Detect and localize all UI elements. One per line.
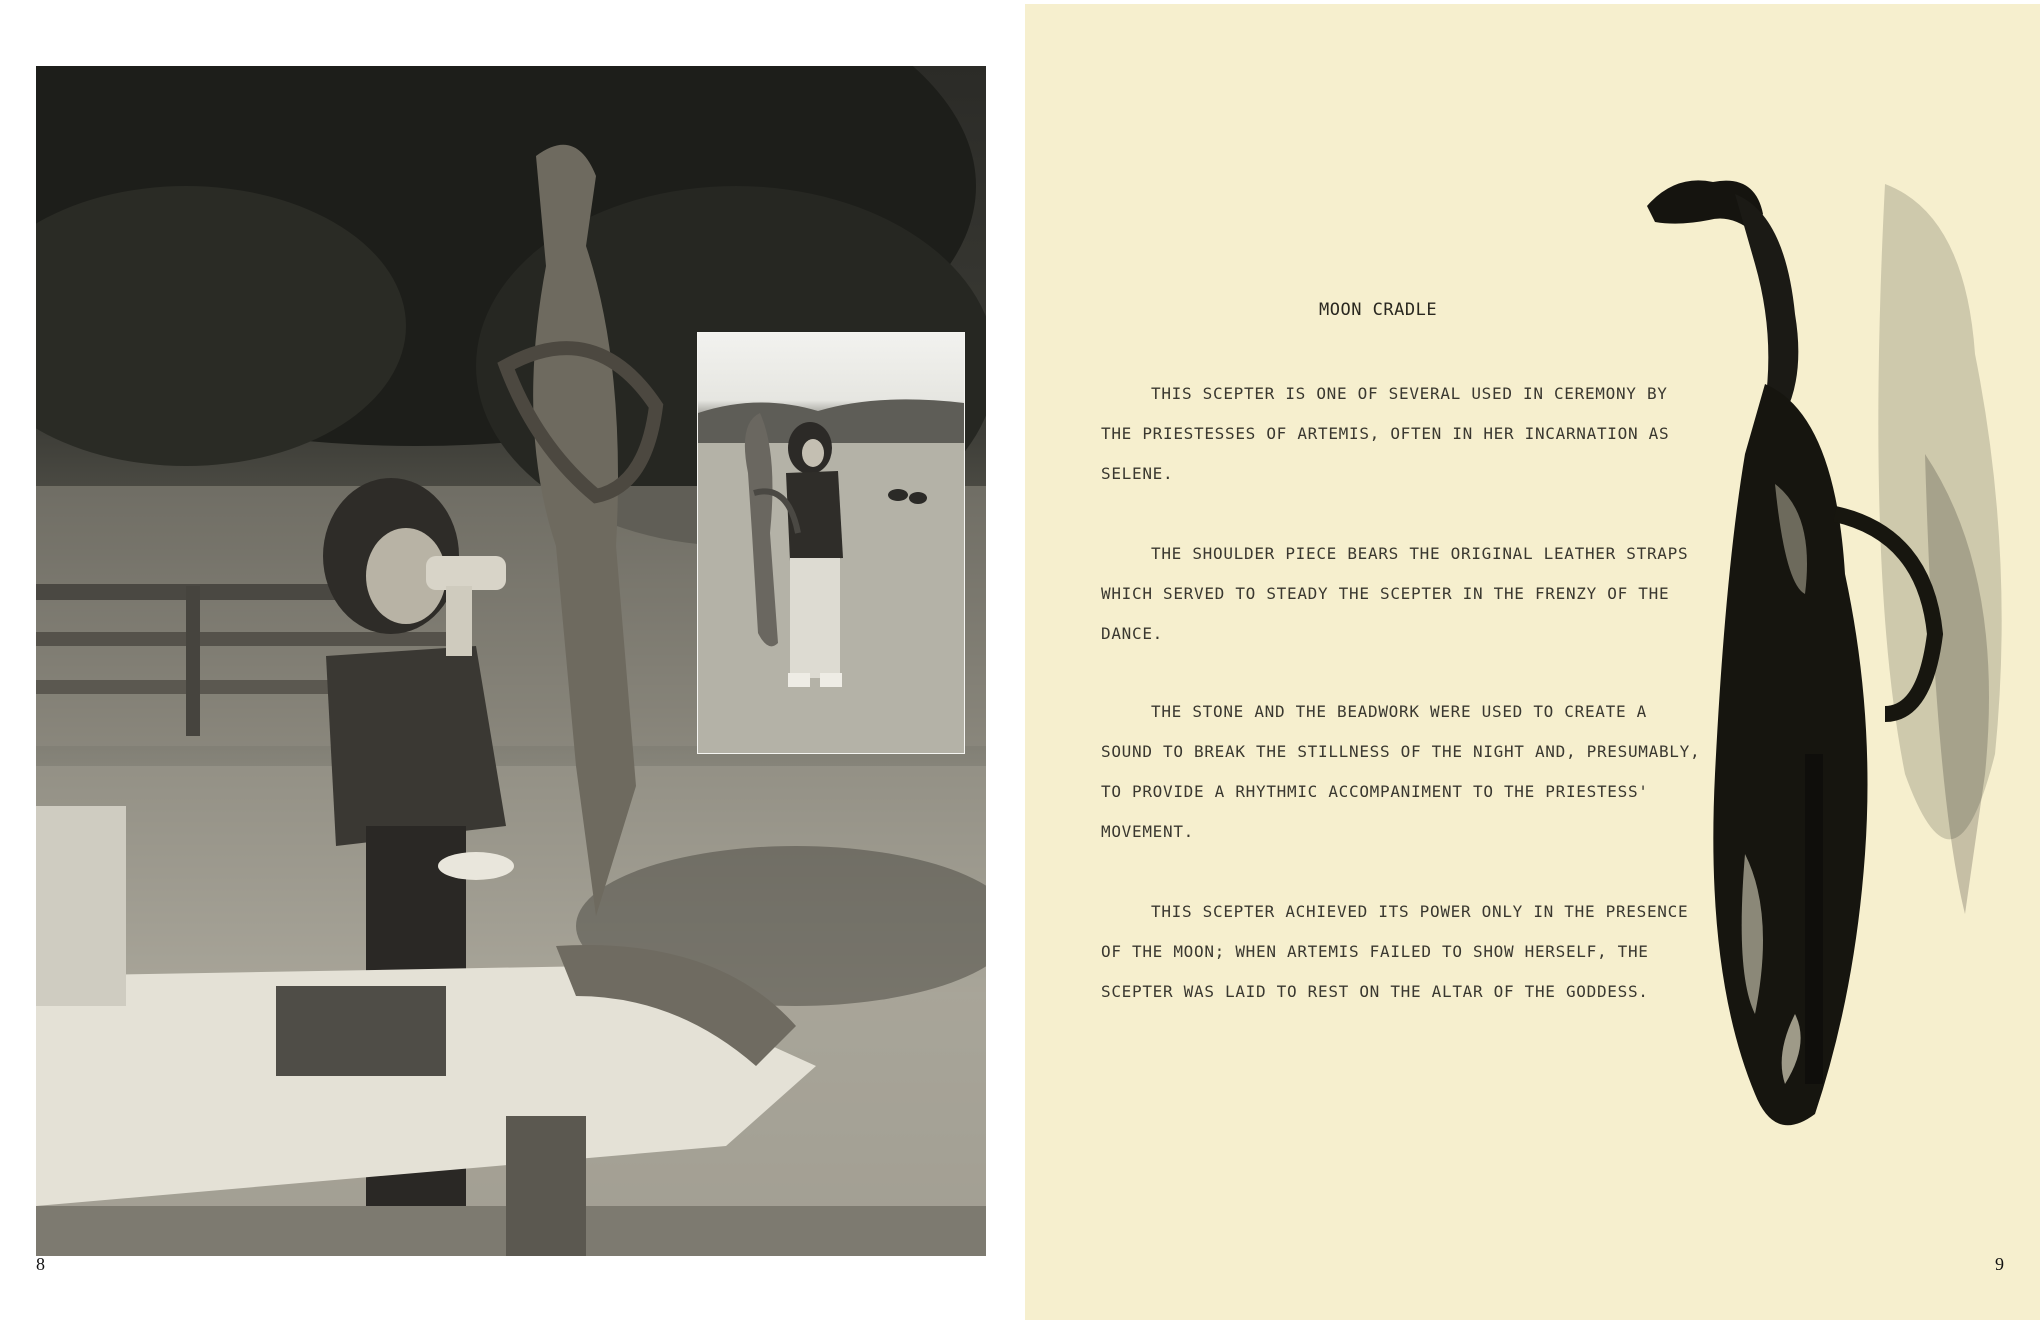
- page-number-right: 9: [1995, 1254, 2004, 1274]
- text-line: THE SHOULDER PIECE BEARS THE ORIGINAL LEATHER STRAPS: [1151, 544, 1689, 563]
- text-line: THE PRIESTESSES OF ARTEMIS, OFTEN IN HER INCARNATION AS: [1101, 424, 1670, 443]
- paragraph-1: [1101, 374, 1721, 494]
- text-line: SELENE.: [1101, 464, 1174, 483]
- text-line: SOUND TO BREAK THE STILLNESS OF THE NIGHT AND, PRESUMABLY,: [1101, 742, 1701, 761]
- paragraph-3: [1101, 692, 1721, 852]
- page-number-left: 8: [36, 1254, 45, 1274]
- right-page: [1025, 4, 2040, 1320]
- document-title: MOON CRADLE: [1319, 300, 1438, 320]
- text-line: MOVEMENT.: [1101, 822, 1194, 841]
- text-line: THE STONE AND THE BEADWORK WERE USED TO CREATE A: [1151, 702, 1647, 721]
- text-line: DANCE.: [1101, 624, 1163, 643]
- text-line: THIS SCEPTER IS ONE OF SEVERAL USED IN CEREMONY BY: [1151, 384, 1668, 403]
- photo-artist-carrying-sculpture-in-field-icon: [698, 333, 964, 753]
- scepter-sculpture-photocopy-icon: [1635, 154, 2035, 1154]
- paragraph-2: [1101, 534, 1721, 654]
- inset-photograph: [697, 332, 965, 754]
- text-line: SCEPTER WAS LAID TO REST ON THE ALTAR OF THE GODDESS.: [1101, 982, 1649, 1001]
- text-line: TO PROVIDE A RHYTHMIC ACCOMPANIMENT TO THE PRIESTESS': [1101, 782, 1649, 801]
- text-line: WHICH SERVED TO STEADY THE SCEPTER IN THE FRENZY OF THE: [1101, 584, 1670, 603]
- text-line: THIS SCEPTER ACHIEVED ITS POWER ONLY IN THE PRESENCE: [1151, 902, 1689, 921]
- text-line: OF THE MOON; WHEN ARTEMIS FAILED TO SHOW HERSELF, THE: [1101, 942, 1649, 961]
- paragraph-4: [1101, 892, 1721, 1012]
